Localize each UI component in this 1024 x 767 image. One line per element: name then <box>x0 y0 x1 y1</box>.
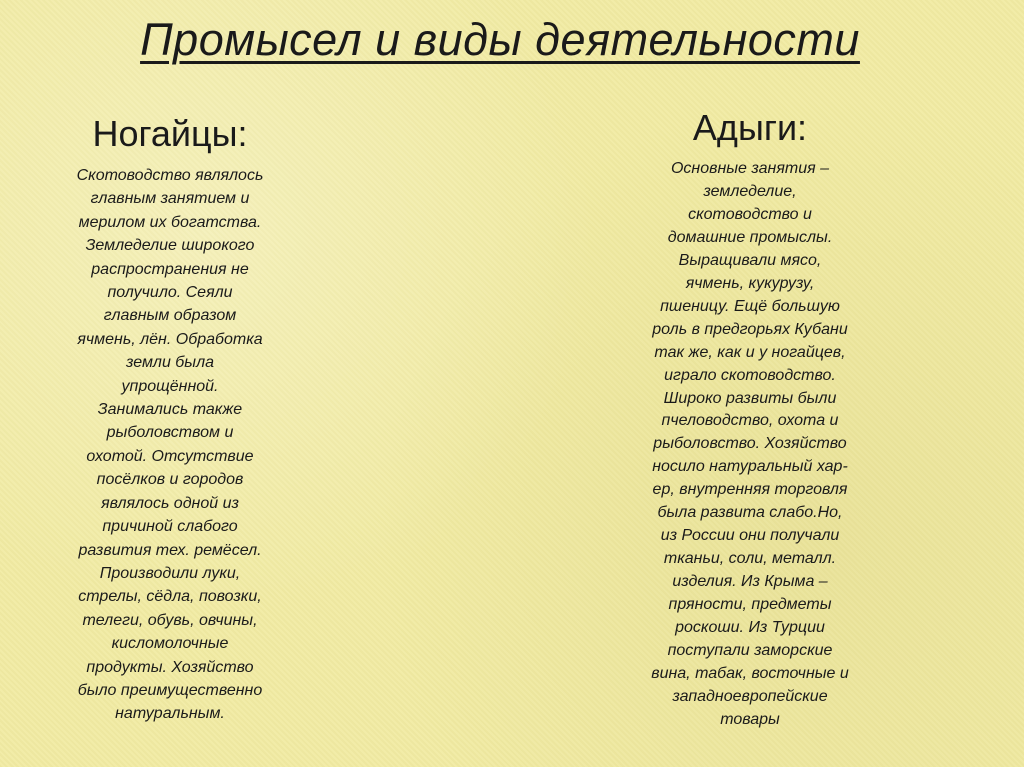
text-line: получило. Сеяли <box>107 284 233 302</box>
text-line: западноевропейские <box>672 687 828 705</box>
text-line: ер, внутренняя торговля <box>652 481 848 499</box>
text-line: упрощённой. <box>121 377 219 395</box>
text-line: главным образом <box>103 307 237 325</box>
nogai-text <box>40 164 300 726</box>
text-line: ячмень, кукурузу, <box>685 274 815 292</box>
text-line: Скотоводство являлось <box>76 167 264 184</box>
text-line: Основные занятия – <box>670 160 830 177</box>
text-line: пчеловодство, охота и <box>661 412 839 430</box>
text-line: Занимались также <box>97 401 243 419</box>
text-line: из России они получали <box>660 527 840 545</box>
text-line: Производили луки, <box>99 564 241 582</box>
text-line: распространения не <box>91 260 249 278</box>
text-line: развития тех. ремёсел. <box>78 541 262 559</box>
text-line: скотоводство и <box>688 205 812 223</box>
text-line: пряности, предметы <box>668 596 832 614</box>
nogai-heading: Ногайцы: <box>92 113 248 154</box>
text-line: роль в предгорьях Кубани <box>652 320 848 338</box>
text-line: Широко развиты были <box>663 389 837 407</box>
text-line: стрелы, сёдла, повозки, <box>78 588 262 606</box>
text-line: Выращивали мясо, <box>678 251 822 269</box>
text-line: охотой. Отсутствие <box>86 447 254 465</box>
text-line: рыболовство. Хозяйство <box>653 435 847 453</box>
text-line: носило натуральный хар- <box>652 458 848 476</box>
text-line: натуральным. <box>115 705 225 723</box>
text-line: была развита слабо.Но, <box>657 504 843 522</box>
text-line: рыболовством и <box>106 424 234 442</box>
text-line: было преимущественно <box>77 681 263 699</box>
text-line: телеги, обувь, овчины, <box>82 611 258 629</box>
text-line: так же, как и у ногайцев, <box>654 343 846 361</box>
text-line: пшеницу. Ещё большую <box>660 297 840 315</box>
text-line: причиной слабого <box>102 518 238 536</box>
text-line: земли была <box>125 354 214 372</box>
text-line: посёлков и городов <box>96 471 244 489</box>
text-line: ячмень, лён. Обработка <box>77 330 263 348</box>
text-line: поступали заморские <box>667 642 833 660</box>
text-line: мерилом их богатства. <box>78 213 262 231</box>
text-line: вина, табак, восточные и <box>651 664 849 682</box>
text-line: являлось одной из <box>101 494 239 512</box>
text-line: товары <box>720 710 780 728</box>
slide-title: Промысел и виды деятельности <box>140 14 860 65</box>
text-line: земледелие, <box>703 182 797 200</box>
text-line: главным занятием и <box>90 190 250 208</box>
text-line: кисломолочные <box>111 635 229 653</box>
nogai-column <box>40 112 300 726</box>
text-line: продукты. Хозяйство <box>86 658 254 676</box>
adyghe-heading: Адыги: <box>692 107 808 148</box>
text-line: играло скотоводство. <box>664 366 836 384</box>
adyghe-text <box>620 158 880 732</box>
text-line: домашние промыслы. <box>667 228 833 246</box>
adyghe-column <box>620 106 880 732</box>
text-line: роскоши. Из Турции <box>675 619 825 637</box>
text-line: тканьи, соли, металл. <box>663 550 837 568</box>
text-line: изделия. Из Крыма – <box>672 573 828 591</box>
text-line: Земледелие широкого <box>85 237 255 255</box>
